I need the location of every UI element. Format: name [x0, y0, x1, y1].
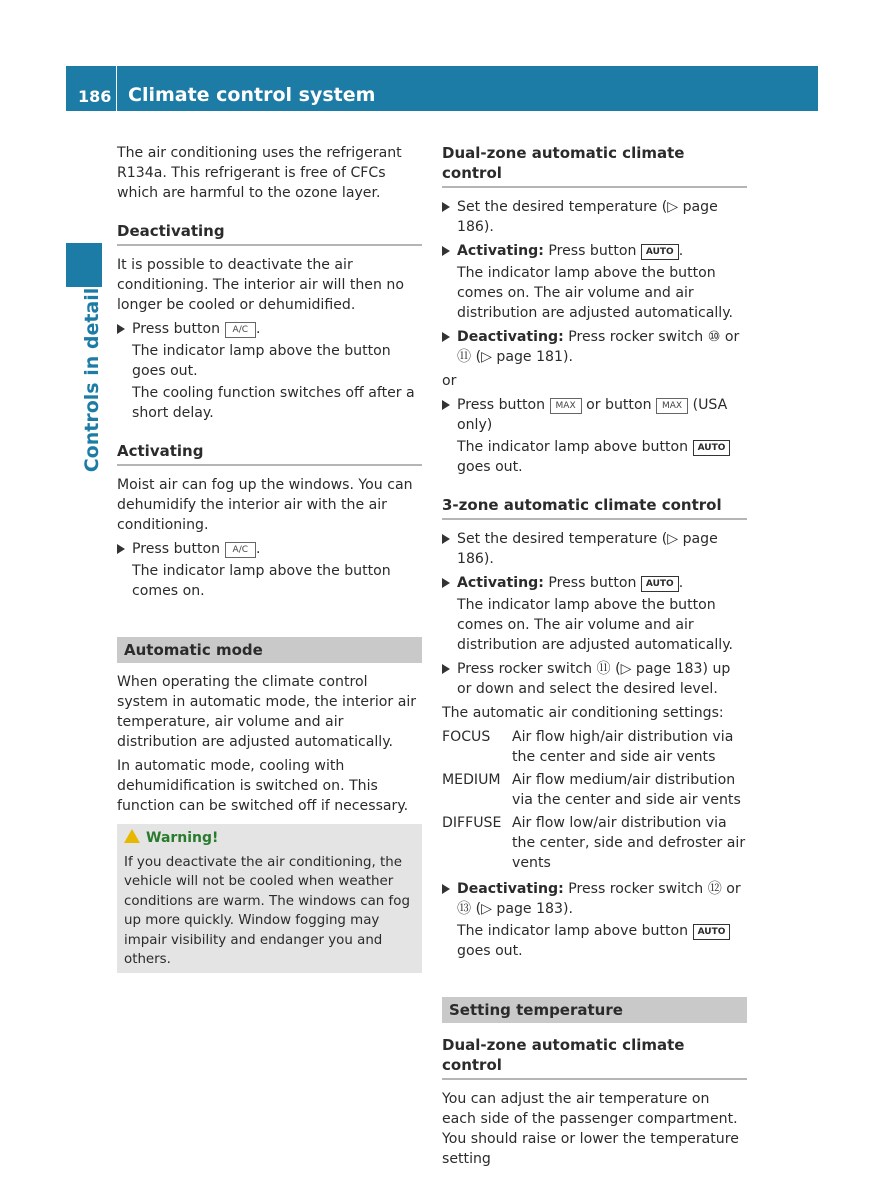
step-note: The indicator lamp above the button goes out.	[132, 343, 391, 379]
bullet-arrow-icon	[117, 544, 125, 554]
bullet-arrow-icon	[442, 246, 450, 256]
side-tab-label: Controls in detail	[81, 287, 103, 473]
setting-desc: Air flow low/air distribution via the center, side and defroster air vents	[512, 815, 746, 871]
step-text	[457, 241, 747, 261]
or-text: or	[442, 373, 457, 389]
bullet-arrow-icon	[442, 534, 450, 544]
step-note: The indicator lamp above the button comes on. The air volume and air distribution are adjusted automatically.	[457, 597, 734, 653]
bullet-arrow-icon	[117, 324, 125, 334]
bullet-arrow-icon	[442, 884, 450, 894]
step-note	[457, 921, 747, 961]
step-text	[132, 319, 422, 339]
three-zone-step	[442, 573, 747, 655]
automatic-mode-text: When operating the climate control system in automatic mode, the interior air temperature, air volume and air distribution are adjusted automatically.	[117, 674, 417, 750]
step-label: Activating:	[457, 575, 544, 591]
three-zone-step	[442, 659, 747, 699]
step-middle: or button	[586, 397, 652, 413]
warning-title-text: Warning!	[146, 830, 219, 846]
activating-step	[117, 539, 422, 601]
step-suffix: .	[678, 243, 684, 259]
setting-term: MEDIUM	[442, 772, 501, 788]
auto-button-icon: AUTO	[641, 576, 679, 592]
note-prefix: The indicator lamp above button	[457, 439, 689, 455]
activating-text: Moist air can fog up the windows. You can dehumidify the interior air with the air conditioning.	[117, 477, 413, 533]
step-text: Set the desired temperature (▷ page 186).	[457, 199, 718, 235]
dual-zone-step	[442, 395, 747, 477]
dual-zone-step	[442, 197, 747, 237]
deactivating-text: It is possible to deactivate the air conditioning. The interior air will then no longer be cooled or dehumidified.	[117, 257, 404, 313]
three-zone-heading: 3-zone automatic climate control	[442, 495, 747, 520]
bullet-arrow-icon	[442, 202, 450, 212]
step-text	[132, 539, 422, 559]
max-defrost-button-icon: MAX	[550, 398, 582, 414]
activating-heading: Activating	[117, 441, 422, 466]
settings-intro: The automatic air conditioning settings:	[442, 705, 724, 721]
page-number: 186	[78, 87, 112, 106]
step-label: Activating:	[457, 243, 544, 259]
warning-title	[124, 829, 415, 849]
step-text	[457, 573, 747, 593]
warning-triangle-icon	[124, 829, 140, 843]
bullet-arrow-icon	[442, 578, 450, 588]
step-text	[457, 327, 747, 367]
dual-zone-heading: Dual-zone automatic climate control	[442, 143, 747, 188]
page-title: Climate control system	[128, 84, 376, 106]
step-text	[457, 395, 747, 435]
setting-temperature-heading: Setting temperature	[442, 997, 747, 1023]
bullet-arrow-icon	[442, 664, 450, 674]
settings-row	[442, 770, 747, 810]
step-note: The cooling function switches off after a short delay.	[132, 385, 415, 421]
note-suffix: goes out.	[457, 459, 523, 475]
warning-box	[117, 824, 422, 973]
three-zone-step	[442, 529, 747, 569]
note-prefix: The indicator lamp above button	[457, 923, 689, 939]
automatic-mode-text: In automatic mode, cooling with dehumidification is switched on. This function can be switched off if necessary.	[117, 758, 409, 814]
step-label: Deactivating:	[457, 329, 564, 345]
three-zone-step	[442, 879, 747, 961]
right-column	[442, 143, 747, 1173]
step-suffix: .	[256, 541, 261, 557]
step-prefix: Press button	[132, 321, 221, 337]
step-text	[457, 879, 747, 919]
step-prefix: Press button	[457, 397, 546, 413]
step-note: The indicator lamp above the button comes on.	[132, 563, 391, 599]
auto-button-icon: AUTO	[693, 924, 731, 940]
step-text: Press rocker switch ⑪ (▷ page 183) up or down and select the desired level.	[457, 661, 731, 697]
intro-text: The air conditioning uses the refrigerant R134a. This refrigerant is free of CFCs which are harmful to the ozone layer.	[117, 145, 402, 201]
setting-desc: Air flow high/air distribution via the center and side air vents	[512, 729, 734, 765]
setting-temp-subheading: Dual-zone automatic climate control	[442, 1035, 747, 1080]
bullet-arrow-icon	[442, 332, 450, 342]
auto-button-icon: AUTO	[693, 440, 731, 456]
settings-row	[442, 727, 747, 767]
step-suffix: (USA only)	[457, 397, 728, 433]
setting-desc: Air flow medium/air distribution via the center and side air vents	[512, 772, 741, 808]
setting-term: FOCUS	[442, 729, 491, 745]
step-text: Set the desired temperature (▷ page 186).	[457, 531, 718, 567]
dual-zone-step	[442, 327, 747, 367]
left-column	[117, 143, 422, 973]
deactivating-heading: Deactivating	[117, 221, 422, 246]
header-divider	[116, 66, 117, 111]
auto-button-icon: AUTO	[641, 244, 679, 260]
step-prefix: Press button	[548, 575, 637, 591]
ac-button-icon: A/C	[225, 322, 256, 338]
step-note	[457, 437, 747, 477]
step-label: Deactivating:	[457, 881, 564, 897]
step-suffix: .	[678, 575, 684, 591]
step-body: Press rocker switch ⑩ or ⑪ (▷ page 181).	[457, 329, 740, 365]
deactivating-step	[117, 319, 422, 423]
step-prefix: Press button	[548, 243, 637, 259]
automatic-mode-heading: Automatic mode	[117, 637, 422, 663]
bullet-arrow-icon	[442, 400, 450, 410]
note-suffix: goes out.	[457, 943, 523, 959]
setting-temp-text: You can adjust the air temperature on each side of the passenger compartment. You should raise or lower the temperature setting	[442, 1091, 739, 1167]
dual-zone-step	[442, 241, 747, 323]
settings-row	[442, 813, 747, 873]
setting-term: DIFFUSE	[442, 815, 502, 831]
page-header	[66, 66, 818, 111]
warning-text: If you deactivate the air conditioning, the vehicle will not be cooled when weather conditions are warm. The windows can fog up more quickly. Window fogging may impair visibility and endanger you and others.	[124, 854, 410, 967]
step-body: Press rocker switch ⑫ or ⑬ (▷ page 183).	[457, 881, 741, 917]
step-suffix: .	[256, 321, 261, 337]
max-cool-button-icon: MAX	[656, 398, 688, 414]
side-tab-marker	[66, 243, 102, 287]
step-note: The indicator lamp above the button comes on. The air volume and air distribution are adjusted automatically.	[457, 265, 734, 321]
step-prefix: Press button	[132, 541, 221, 557]
ac-button-icon: A/C	[225, 542, 256, 558]
